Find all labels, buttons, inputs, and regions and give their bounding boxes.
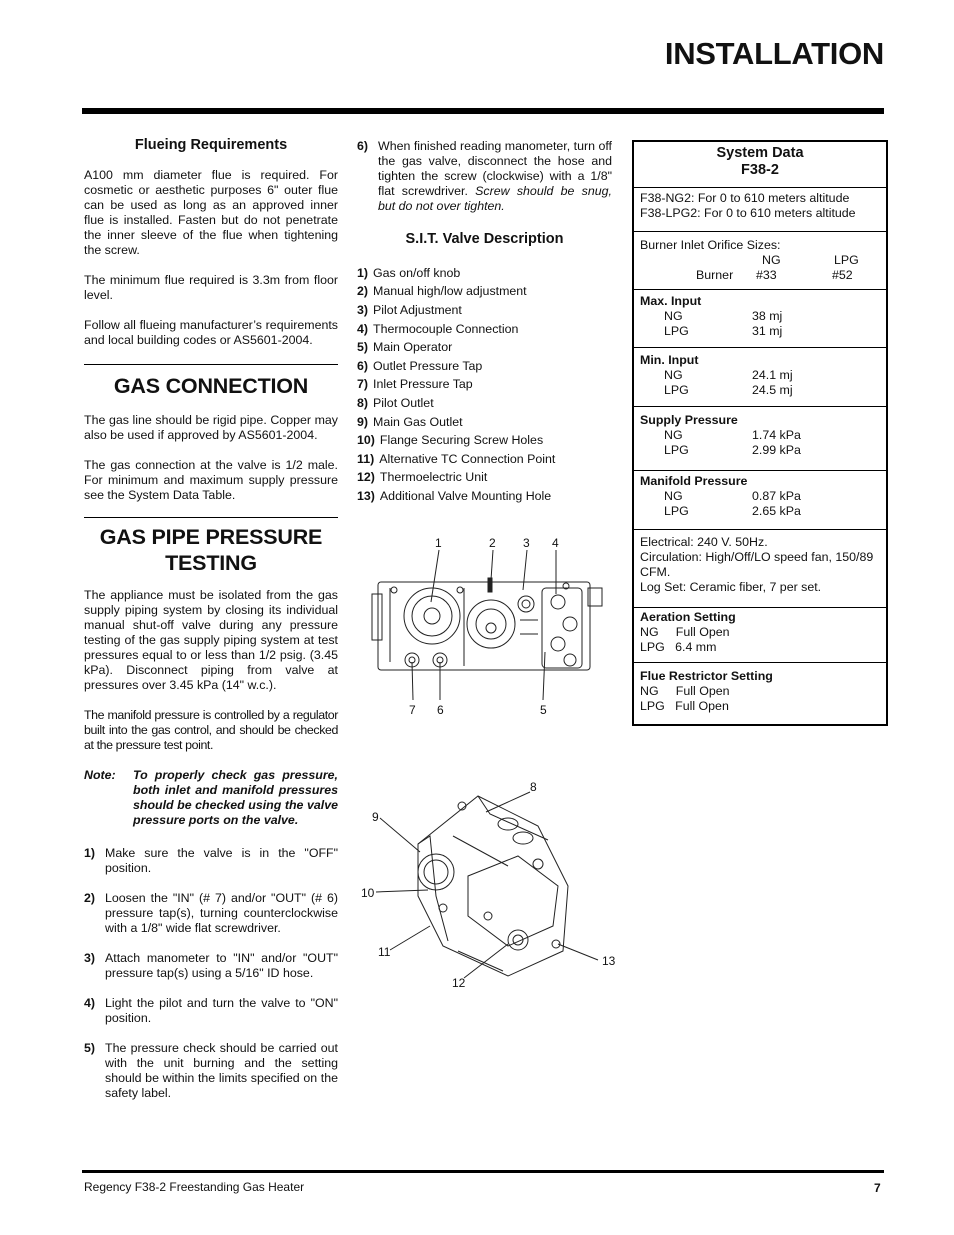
step-number: 2) [84,891,96,905]
kv-key: LPG [664,383,689,397]
item-number: 4) [357,321,369,336]
header-rule [82,108,884,114]
list-item [357,301,612,320]
orifice-ng-header: NG [762,253,781,267]
kv-row [640,368,880,383]
orifice-ng-value: #33 [756,268,777,282]
item-number: 5) [357,340,369,355]
kv-value: 38 mj [752,309,783,323]
kv-row [640,309,880,324]
gas-connection-heading: GAS CONNECTION [113,374,309,398]
orifice-value-row [640,268,880,283]
item-text: Main Gas Outlet [373,414,463,429]
section-divider [84,364,338,365]
item-number: 13) [357,488,375,503]
list-item [357,357,612,376]
step-text: Attach manometer to "IN" and/or "OUT" pressure tap(s) using a 5/16" ID hose. [105,951,338,980]
system-data-table [632,140,888,726]
flue-restrictor-label: Flue Restrictor Setting [640,669,773,683]
kv-key: NG [664,428,683,442]
step-text: Loosen the "IN" (# 7) and/or "OUT" (# 6) pressure tap(s), turning counterclockwise with a 1/8" wide flat screwdriver. [105,891,338,935]
footer-rule [82,1170,884,1173]
valve-top-drawing [360,532,612,722]
step-number: 4) [84,996,96,1010]
supply-pressure-label: Supply Pressure [640,413,738,427]
gas-connection-paragraph: The gas connection at the valve is 1/2 male. For minimum and maximum supply pressure see the System Data Table. [84,458,338,502]
item-number: 12) [357,470,375,485]
altitude-lpg: F38-LPG2: For 0 to 610 meters altitude [640,206,856,220]
item-number: 6) [357,358,369,373]
list-item [357,487,612,506]
diagram-label: 6 [437,703,444,717]
flueing-heading: Flueing Requirements [134,137,288,153]
kv-key: NG [664,368,683,382]
orifice-burner-label: Burner [696,268,734,282]
system-data-title [634,142,886,188]
pressure-testing-paragraph: The manifold pressure is controlled by a regulator built into the gas control, and should be checked at the pressure test point. [84,708,338,752]
section-divider [84,517,338,518]
diagram-label: 12 [452,976,466,990]
flueing-paragraph: Follow all flueing manufacturer’s requirements and local building codes or AS5601-2004. [84,318,338,347]
pressure-testing-paragraph: The appliance must be isolated from the gas supply piping system by closing its individual manual shut-off valve during any pressure testing of the gas supply piping system at test pressures equal to or less than 1/2 psig. (3.45 kPa). Disconnect piping from valve at pressures over 3.45 kPa (14" w.c.). [84,588,338,692]
pressure-steps-list-cont [357,139,612,214]
list-item [357,413,612,432]
sit-heading: S.I.T. Valve Description [405,231,564,247]
kv-row [640,383,880,398]
step-number: 5) [84,1041,96,1055]
footer-title: Regency F38-2 Freestanding Gas Heater [84,1180,305,1194]
flueing-paragraph: A100 mm diameter flue is required. For cosmetic or aesthetic purposes 6" outer flue can be used as long as an approved inner flue is installed. Fasten but do not penetrate the inner sleeve of the flue when tightening the screw. [84,168,338,257]
item-number: 1) [357,265,369,280]
item-text: Flange Securing Screw Holes [379,433,544,448]
step-text: Light the pilot and turn the valve to "ON" position. [105,996,338,1025]
item-number: 7) [357,377,369,392]
valve-iso-drawing [358,776,620,996]
item-number: 11) [357,451,375,466]
system-data-title-line2: F38-2 [741,162,779,178]
item-number: 8) [357,395,369,410]
sit-list [357,264,612,506]
item-text: Alternative TC Connection Point [379,451,556,466]
max-input-section [634,290,886,348]
list-item [357,338,612,357]
diagram-label: 8 [530,780,537,794]
step-number: 3) [84,951,96,965]
diagram-label: 13 [602,954,616,968]
valve-top-diagram [360,532,612,722]
kv-value: 1.74 kPa [752,428,801,442]
kv-row [640,324,880,339]
altitude-ng: F38-NG2: For 0 to 610 meters altitude [640,191,850,205]
note-label: Note: [84,768,116,782]
manifold-pressure-label: Manifold Pressure [640,474,748,488]
item-text: Thermocouple Connection [373,321,519,336]
aeration-ng: NG Full Open [640,625,730,639]
log-set-line: Log Set: Ceramic fiber, 7 per set. [640,580,822,594]
item-text: Inlet Pressure Tap [373,377,473,392]
circulation-line: Circulation: High/Off/LO speed fan, 150/89 CFM. [640,550,874,579]
page-title: INSTALLATION [664,36,884,71]
flue-restrictor-section [634,663,886,714]
step-text: The pressure check should be carried out with the unit burning and the setting should be within the limits specified on the safety label. [105,1041,338,1100]
kv-row [640,428,880,443]
kv-value: 0.87 kPa [752,489,801,503]
max-input-label: Max. Input [640,294,702,308]
list-item [84,1041,338,1101]
list-item [357,394,612,413]
flueing-paragraph: The minimum flue required is 3.3m from floor level. [84,273,338,302]
left-column [84,136,338,1101]
diagram-label: 2 [489,536,496,550]
electrical-line: Electrical: 240 V. 50Hz. [640,535,768,549]
step-text-italic: Screw should be snug, but do not over tighten. [378,184,612,213]
list-item [357,469,612,488]
kv-key: NG [664,309,683,323]
diagram-label: 1 [435,536,442,550]
diagram-label: 9 [372,810,379,824]
list-item [84,996,338,1026]
pressure-testing-heading [84,524,338,576]
item-text: Outlet Pressure Tap [373,358,483,373]
diagram-label: 11 [378,945,391,959]
kv-value: 24.1 mj [752,368,793,382]
list-item [357,283,612,302]
diagram-label: 10 [361,886,375,900]
item-text: Thermoelectric Unit [379,470,488,485]
step-text [378,139,612,214]
pressure-testing-heading-line2: TESTING [165,551,257,575]
item-number: 10) [357,433,375,448]
manifold-pressure-section [634,471,886,530]
item-text: Additional Valve Mounting Hole [379,488,552,503]
diagram-label: 5 [540,703,547,717]
aeration-label: Aeration Setting [640,610,736,624]
step-number: 1) [84,846,96,860]
valve-iso-diagram [358,776,620,996]
aeration-section [634,608,886,663]
item-text: Gas on/off knob [373,265,461,280]
list-item [357,264,612,283]
kv-value: 31 mj [752,324,783,338]
diagram-label: 4 [552,536,559,550]
kv-row [640,443,880,458]
kv-key: LPG [664,324,689,338]
list-item [84,891,338,936]
pressure-steps-list [84,846,338,1101]
system-data-title-line1: System Data [716,145,804,161]
list-item [357,431,612,450]
orifice-section [634,232,886,290]
min-input-label: Min. Input [640,353,699,367]
aeration-lpg: LPG 6.4 mm [640,640,717,654]
electrical-section [634,530,886,608]
step-number: 6) [357,139,369,153]
item-text: Manual high/low adjustment [373,284,527,299]
kv-row [640,504,880,519]
list-item [84,951,338,981]
kv-row [640,489,880,504]
orifice-lpg-value: #52 [832,268,853,282]
step-text: Make sure the valve is in the "OFF" position. [105,846,338,875]
list-item [357,450,612,469]
orifice-lpg-header: LPG [834,253,859,267]
kv-key: NG [664,489,683,503]
item-text: Main Operator [373,340,453,355]
item-number: 3) [357,302,369,317]
altitude-section [634,188,886,232]
page-number: 7 [874,1181,881,1195]
kv-value: 24.5 mj [752,383,793,397]
kv-key: LPG [664,504,689,518]
list-item [84,846,338,876]
list-item [357,320,612,339]
item-text: Pilot Adjustment [373,302,462,317]
item-number: 9) [357,414,369,429]
note-block [84,768,338,828]
orifice-header-row [640,253,880,268]
min-input-section [634,348,886,407]
list-item [357,376,612,395]
flue-restrictor-lpg: LPG Full Open [640,699,729,713]
orifice-label: Burner Inlet Orifice Sizes: [640,238,781,252]
kv-value: 2.99 kPa [752,443,801,457]
middle-column [357,139,612,506]
kv-value: 2.65 kPa [752,504,801,518]
diagram-label: 7 [409,703,416,717]
pressure-testing-heading-line1: GAS PIPE PRESSURE [99,525,323,549]
step-text-main: When finished reading manometer, turn off the gas valve, disconnect the hose and tighten the screw (clockwise) with a 1/8" flat screwdriver. [378,139,612,198]
item-text: Pilot Outlet [373,395,434,410]
list-item [357,139,612,214]
kv-key: LPG [664,443,689,457]
supply-pressure-section [634,407,886,471]
flue-restrictor-ng: NG Full Open [640,684,730,698]
item-number: 2) [357,284,369,299]
gas-connection-paragraph: The gas line should be rigid pipe. Copper may also be used if approved by AS5601-2004. [84,413,338,442]
diagram-label: 3 [523,536,530,550]
note-text: To properly check gas pressure, both inlet and manifold pressures should be checked using the valve pressure ports on the valve. [133,768,338,827]
